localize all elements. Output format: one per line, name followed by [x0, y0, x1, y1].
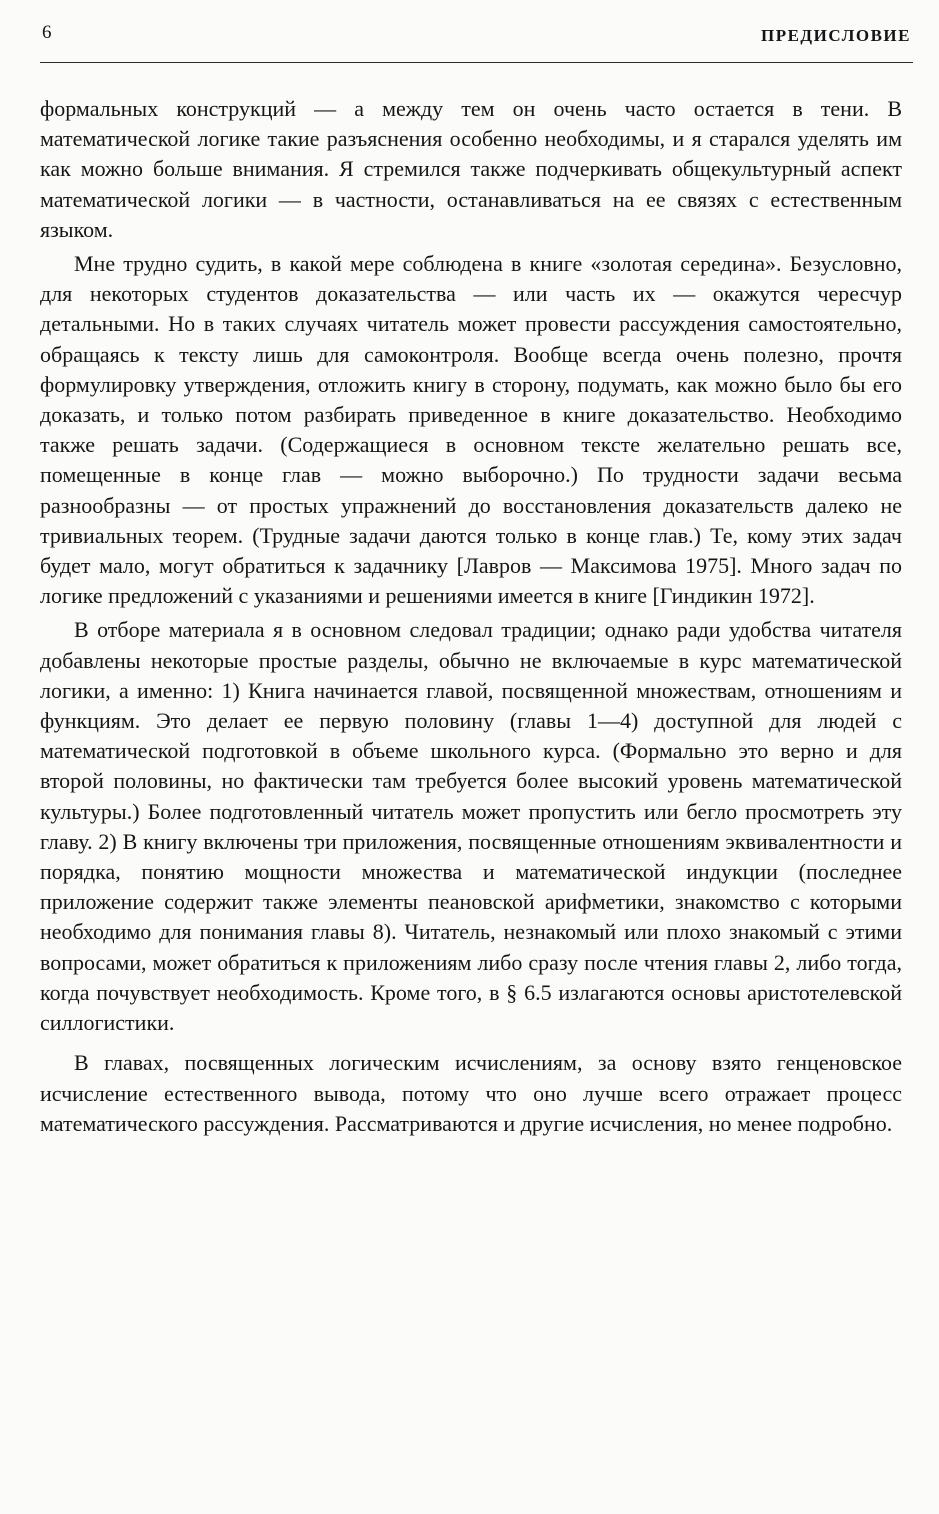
body-text [40, 94, 902, 1139]
page-number: 6 [42, 22, 52, 43]
running-head-title: ПРЕДИСЛОВИЕ [760, 26, 911, 45]
paragraph-calculi: В главах, посвященных логическим исчислениям, за основу взято генценовское исчисление естественного вывода, потому что оно лучше всего отражает процесс математического рассуждения. Рассматриваются и другие исчисления, но менее подробно. [40, 1050, 902, 1136]
paragraph-continuation: формальных конструкций — а между тем он очень часто остается в тени. В математической логике такие разъяснения особенно необходимы, и я старался уделять им как можно больше внимания. Я стремился также подчеркивать общекультурный аспект математической логики — в частности, останавливаться на ее связях с естественным языком. [40, 96, 902, 242]
header-rule [40, 62, 913, 63]
paragraph-material-selection: В отборе материала я в основном следовал традиции; однако ради удобства читателя добавлены некоторые простые разделы, обычно не включаемые в курс математической логики, а именно: 1) Книга начинается главой, посвященной множествам, отношениям и функциям. Это делает ее первую половину (главы 1—4) доступной для людей с математической подготовкой в объеме школьного курса. (Формально это верно и для второй половины, но фактически там требуется более высокий уровень математической культуры.) Более подготовленный читатель может пропустить или бегло просмотреть эту главу. 2) В книгу включены три приложения, посвященные отношениям эквивалентности и порядка, понятию мощности множества и математической индукции (последнее приложение содержит также элементы пеановской арифметики, знакомство с которыми необходимо для понимания главы 8). Читатель, незнакомый или плохо знакомый с этими вопросами, может обратиться к приложениям либо сразу после чтения главы 2, либо тогда, когда почувствует необходимость. Кроме того, в § 6.5 излагаются основы аристотелевской силлогистики. [40, 617, 902, 1036]
paragraph-golden-mean: Мне трудно судить, в какой мере соблюдена в книге «золотая середина». Безусловно, для некоторых студентов доказательства — или часть их — окажутся чересчур детальными. Но в таких случаях читатель может провести рассуждения самостоятельно, обращаясь к тексту лишь для самоконтроля. Вообще всегда очень полезно, прочтя формулировку утверждения, отложить книгу в сторону, подумать, как можно было бы его доказать, и только потом разбирать приведенное в книге доказательство. Необходимо также решать задачи. (Содержащиеся в основном тексте желательно решать все, помещенные в конце глав — можно выборочно.) По трудности задачи весьма разнообразны — от простых упражнений до восстановления доказательств далеко не тривиальных теорем. (Трудные задачи даются только в конце глав.) Те, кому этих задач будет мало, могут обратиться к задачнику [Лавров — Максимова 1975]. Много задач по логике предложений с указаниями и решениями имеется в книге [Гиндикин 1972]. [40, 251, 902, 609]
